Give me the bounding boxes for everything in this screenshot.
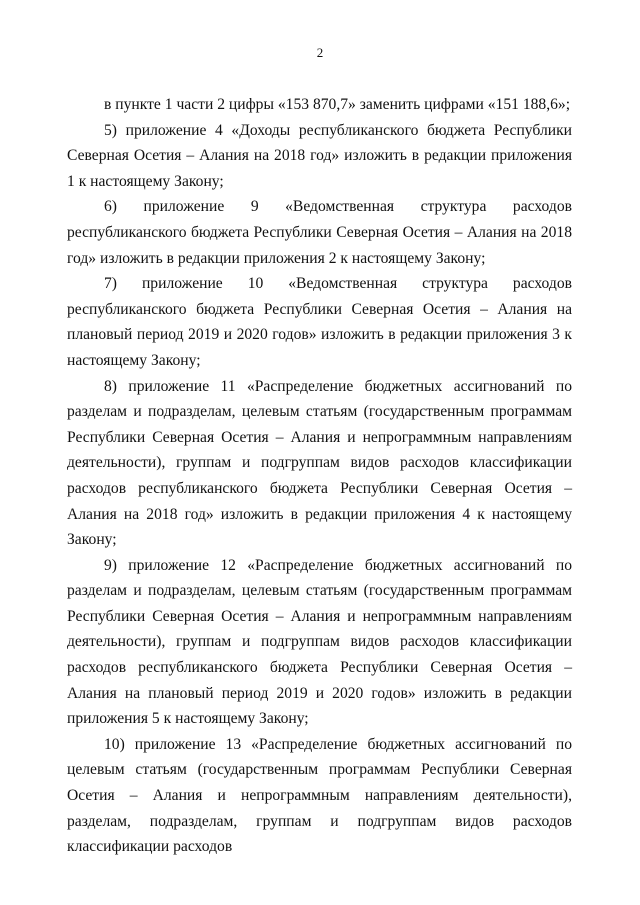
paragraph-item-5: 5) приложение 4 «Доходы республиканского бюджета Республики Северная Осетия – Алания на 2018 год» изложить в редакции приложения 1 к настоящему Закону;	[67, 121, 572, 190]
page-number: 2	[316, 45, 324, 60]
document-body	[67, 92, 572, 860]
paragraph-item-7: 7) приложение 10 «Ведомственная структура расходов республиканского бюджета Республики Северная Осетия – Алания на плановый период 2019 и 2020 годов» изложить в редакции приложения 3 к настоящему Закону;	[67, 275, 572, 369]
paragraph-item-6: 6) приложение 9 «Ведомственная структура расходов республиканского бюджета Республики Северная Осетия – Алания на 2018 год» изложить в редакции приложения 2 к настоящему Закону;	[67, 198, 572, 267]
paragraph-item-10: 10) приложение 13 «Распределение бюджетных ассигнований по целевым статьям (государственным программам Республики Северная Осетия – Алания и непрограммным направлениям деятельности), разделам, подразделам, группам и подгруппам видов расходов классификации расходов	[67, 735, 572, 856]
paragraph-item-8: 8) приложение 11 «Распределение бюджетных ассигнований по разделам и подразделам, целевым статьям (государственным программам Республики Северная Осетия – Алания и непрограммным направлениям деятельности), группам и подгруппам видов расходов классификации расходов республиканского бюджета Республики Северная Осетия – Алания на 2018 год» изложить в редакции приложения 4 к настоящему Закону;	[67, 377, 572, 549]
paragraph-item-9: 9) приложение 12 «Распределение бюджетных ассигнований по разделам и подразделам, целевым статьям (государственным программам Республики Северная Осетия – Алания и непрограммным направлениям деятельности), группам и подгруппам видов расходов классификации расходов республиканского бюджета Республики Северная Осетия – Алания на плановый период 2019 и 2020 годов» изложить в редакции приложения 5 к настоящему Закону;	[67, 556, 572, 728]
paragraph-amendment-clause: в пункте 1 части 2 цифры «153 870,7» заменить цифрами «151 188,6»;	[104, 96, 571, 113]
